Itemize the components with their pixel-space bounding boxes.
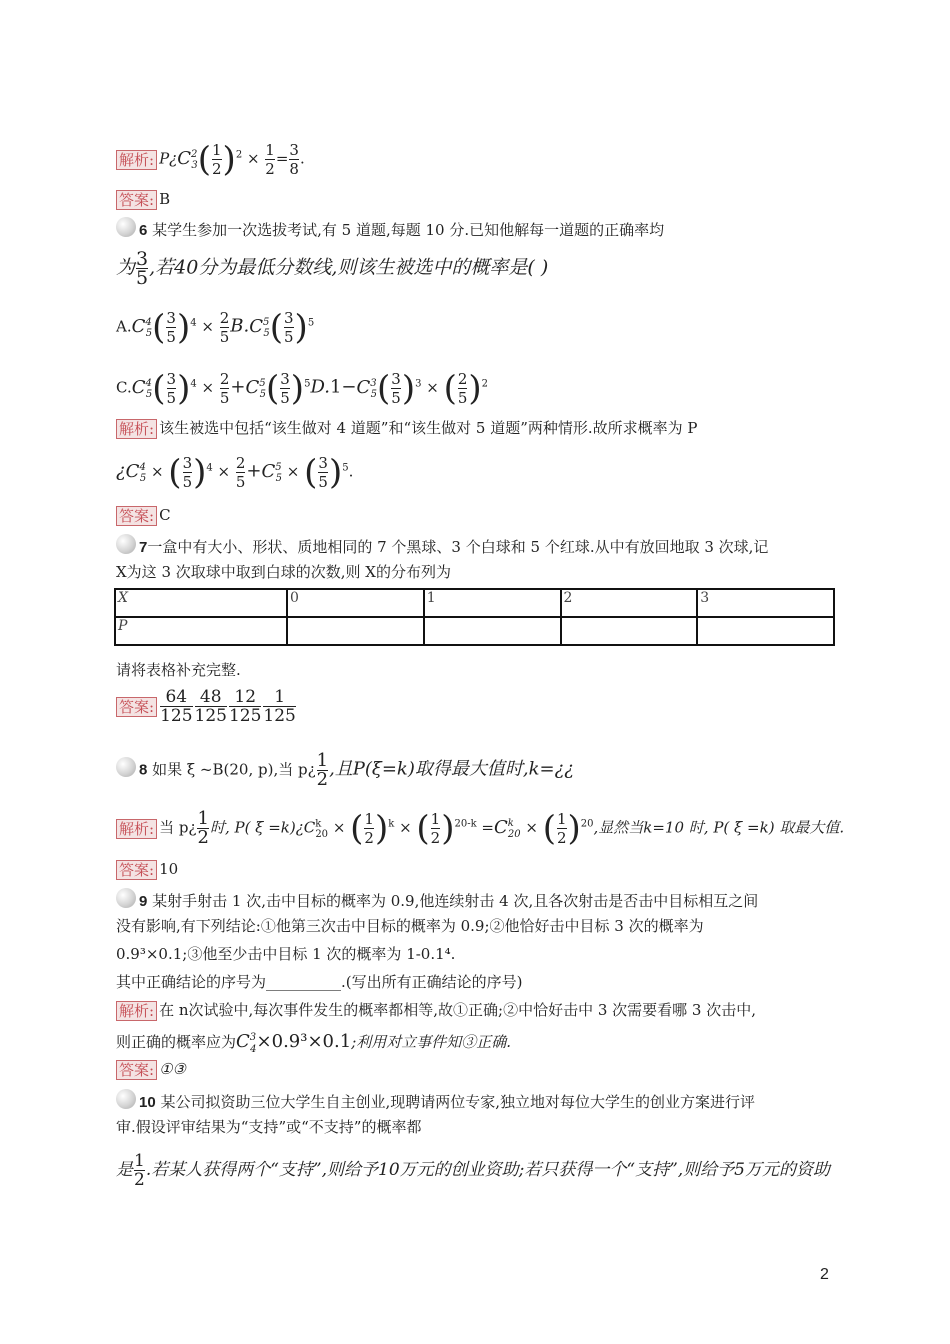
answer-label: 答案: [116, 697, 157, 717]
q8-answer: 10 [159, 860, 179, 878]
table-cell[interactable] [561, 617, 698, 645]
q10-stem-line: 10 某公司拟资助三位大学生自主创业,现聘请两位专家,独立地对每位大学生的创业方案进行评 [116, 1092, 755, 1113]
q9-stem-line3: 0.9³×0.1;③他至少击中目标 1 次的概率为 1-0.1⁴. [116, 945, 456, 963]
q6-analysis-line: 解析: 该生被选中包括“该生做对 4 道题”和“该生做对 5 道题”两种情形.故所求概率为 P [116, 418, 698, 439]
analysis-label: 解析: [116, 419, 157, 439]
question-bullet-icon [116, 757, 136, 777]
answer-label: 答案: [116, 190, 157, 210]
table-cell: X [115, 589, 287, 617]
answer-label: 答案: [116, 1060, 157, 1080]
q7-answer-line: 答案: $\frac{64}{125}$ $\frac{48}{125}$ $\frac{12}{125}$ $\frac{1}{125}$ [116, 688, 297, 725]
q9-analysis-line: 解析: 在 n次试验中,每次事件发生的概率都相等,故①正确;②中恰好击中 3 次需要看哪 3 次击中, [116, 1000, 756, 1021]
q9-stem-line: 9 某射手射击 1 次,击中目标的概率为 0.9,他连续射击 4 次,且各次射击是否击中目标相互之间 [116, 891, 758, 912]
q6-stem-line2: 为 $\frac{3}{5}$ ,若40分为最低分数线,则该生被选中的概率是( ) [116, 248, 549, 289]
q10-stem-line3: 是 $\frac{1}{2}$ .若某人获得两个“支持”,则给予10万元的创业资助;若只获得一个“支持”,则给予5万元的资助 [116, 1151, 830, 1190]
q9-answer-line [116, 1059, 186, 1080]
table-row [115, 589, 834, 617]
table-cell: 0 [287, 589, 424, 617]
table-cell[interactable] [424, 617, 561, 645]
q6-answer: C [159, 506, 171, 524]
q8-stem-line: 8 如果 ξ ~B(20, p),当 p¿ $\frac{1}{2}$ ,且P(ξ=k)取得最大值时,k=¿¿ [116, 752, 574, 789]
q7-instruction: 请将表格补充完整. [116, 661, 241, 679]
q6-answer-line [116, 505, 171, 526]
analysis-label: 解析: [116, 150, 157, 170]
q9-stem-line4: 其中正确结论的序号为__________.(写出所有正确结论的序号) [116, 973, 523, 991]
question-bullet-icon [116, 217, 136, 237]
page-number: 2 [820, 1266, 829, 1283]
table-cell: 2 [561, 589, 698, 617]
q8-analysis-line: 解析: 当 p¿ $\frac{1}{2}$ 时, P( $\xi =k)¿C^k_{20}$ × ( $\frac{1}{2}$ )$^k$ × ( $\frac{1}{2}$ )$^{20-k} =C^k_{20}$ × ( $\frac{1}{2}$ )$^{20}$,显然当k=10 时, P( ξ =k) 取最大值. [116, 810, 844, 847]
q10-stem-line2: 审.假设评审结果为“支持”或“不支持”的概率都 [116, 1118, 422, 1136]
table-cell[interactable] [287, 617, 424, 645]
table-cell: 3 [697, 589, 834, 617]
table-cell[interactable] [697, 617, 834, 645]
q6-analysis-line2: ¿$C^4_5$ × ( $\frac{3}{5}$ )$^4$ × $\frac{2}{5}$ $+C^5_5$ × ( $\frac{3}{5}$ )$^5$. [116, 452, 354, 493]
q6-options-ab: $A.C^4_5$( $\frac{3}{5}$ )$^4$ × $\frac{2}{5}$ $B.C^5_5$( $\frac{3}{5}$ )$^5$ [116, 307, 315, 348]
q7-stem-line2: X为这 3 次取球中取到白球的次数,则 X的分布列为 [116, 563, 451, 581]
table-cell: P [115, 617, 287, 645]
question-bullet-icon [116, 534, 136, 554]
analysis-label: 解析: [116, 1001, 157, 1021]
q7-stem-line: 7一盒中有大小、形状、质地相同的 7 个黑球、3 个白球和 5 个红球.从中有放回地取 3 次球,记 [116, 537, 768, 558]
q6-options-cd: $C.C^4_5$( $\frac{3}{5}$ )$^4$ × $\frac{2}{5}$ $+C^5_5$( $\frac{3}{5}$ )$^5D.1-C^3_5$( $\frac{3}{5}$ )$^3$ × ( $\frac{2}{5}$ )$^2$ [116, 368, 489, 409]
question-bullet-icon [116, 888, 136, 908]
q5-answer-line [116, 189, 170, 210]
q9-stem-line2: 没有影响,有下列结论:①他第三次击中目标的概率为 0.9;②他恰好击中目标 3 次的概率为 [116, 917, 704, 935]
q5-analysis-line: 解析: $P¿C^2_3$( $\frac{1}{2}$ )$^2$ × $\frac{1}{2}$ = $\frac{3}{8}$ . [116, 141, 305, 178]
answer-label: 答案: [116, 860, 157, 880]
table-row [115, 617, 834, 645]
q9-answer: ①③ [159, 1060, 186, 1078]
q9-analysis-line2: 则正确的概率应为$C^3_4\times 0.9^3\times 0.1$;利用对立事件知③正确. [116, 1031, 512, 1055]
question-bullet-icon [116, 1089, 136, 1109]
q8-answer-line [116, 859, 178, 880]
q5-answer: B [159, 190, 171, 208]
distribution-table [114, 588, 835, 646]
answer-label: 答案: [116, 506, 157, 526]
q6-stem-line: 6 某学生参加一次选拔考试,有 5 道题,每题 10 分.已知他解每一道题的正确率均 [116, 220, 664, 241]
table-cell: 1 [424, 589, 561, 617]
analysis-label: 解析: [116, 819, 157, 839]
